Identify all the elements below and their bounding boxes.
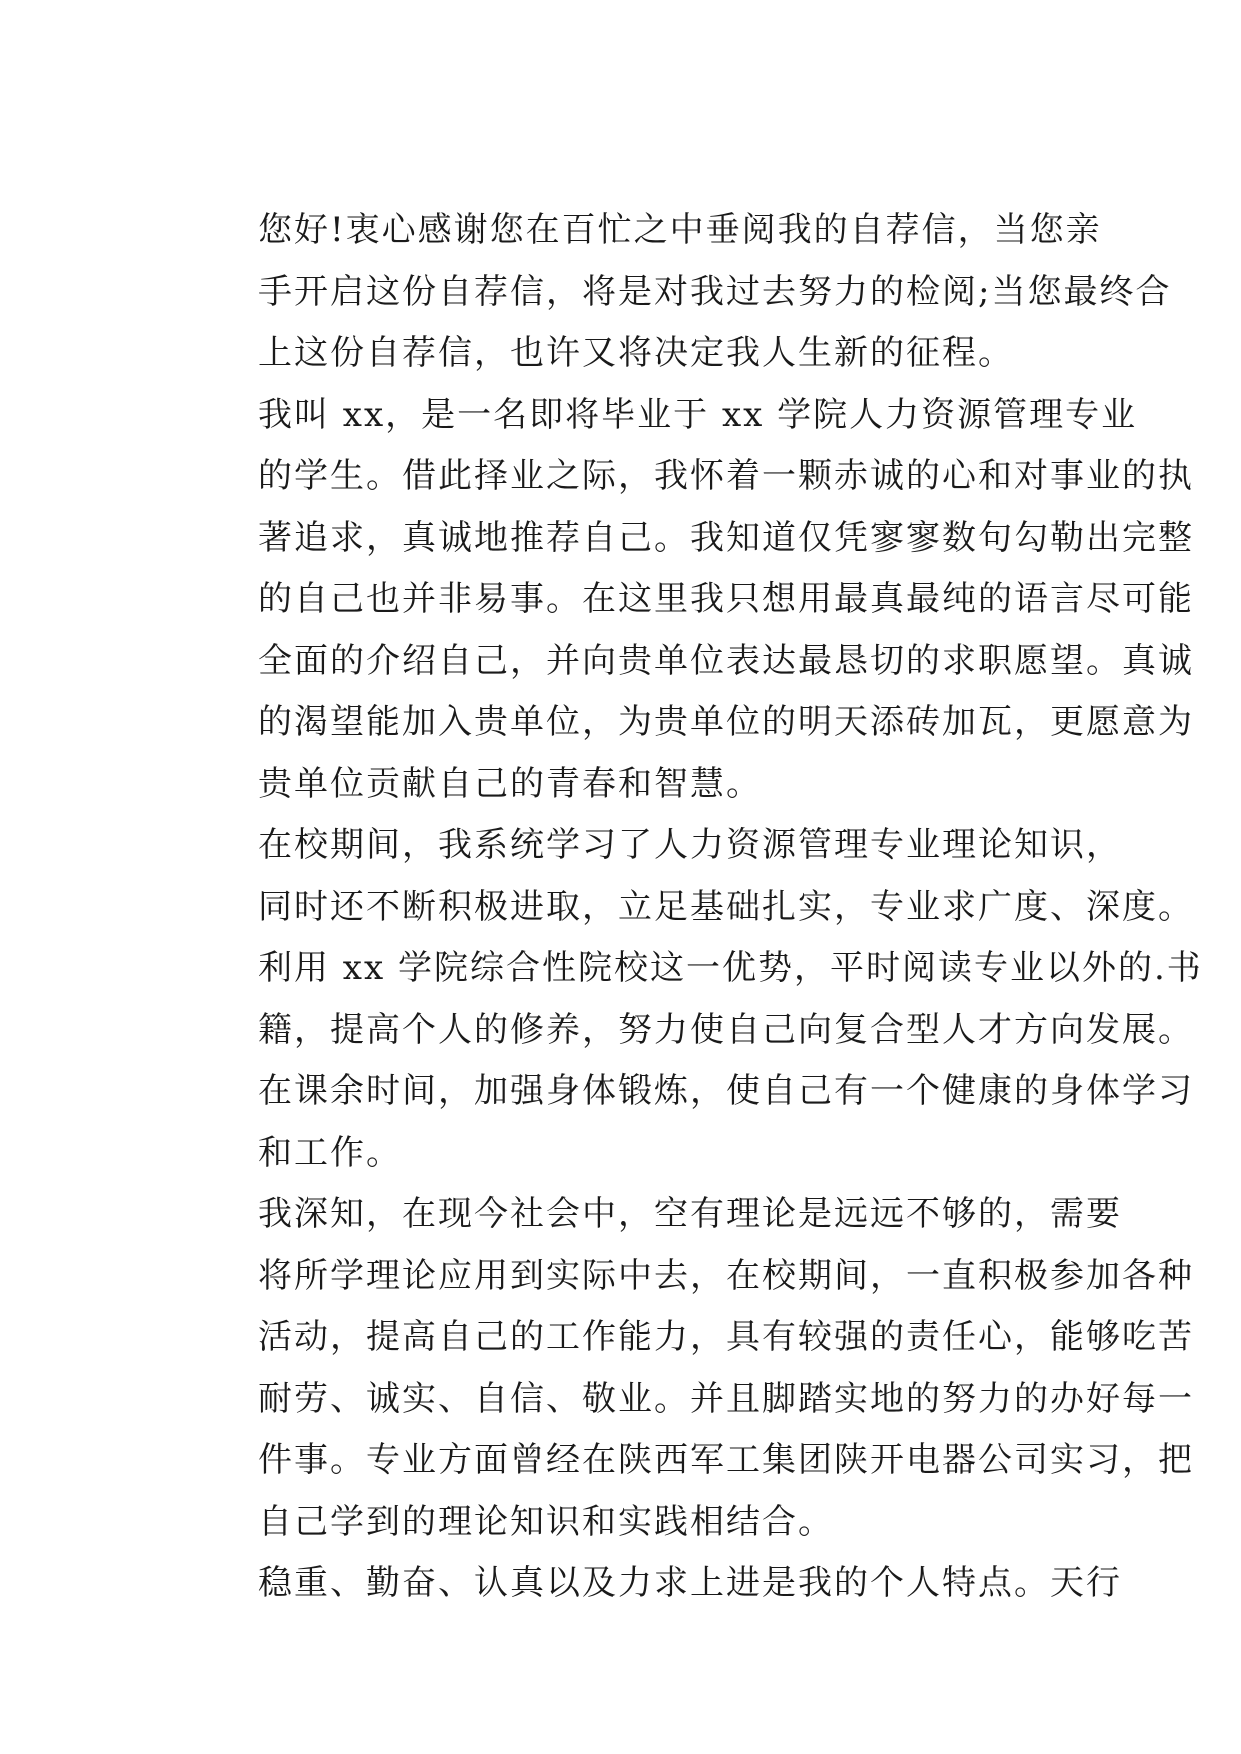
- text-line: 贵单位贡献自己的青春和智慧。: [258, 763, 762, 804]
- text-line: 的学生。借此择业之际，我怀着一颗赤诚的心和对事业的执: [258, 456, 1194, 496]
- paragraph-traits: [190, 1553, 1122, 1615]
- text-line: 同时还不断积极进取，立足基础扎实，专业求广度、深度。: [258, 886, 1194, 927]
- text-line: 全面的介绍自己，并向贵单位表达最恳切的求职愿望。真诚: [258, 640, 1194, 681]
- text-line: 耐劳、诚实、自信、敬业。并且脚踏实地的努力的办好每一: [258, 1378, 1194, 1419]
- text-line: 利用 xx 学院综合性院校这一优势，平时阅读专业以外的.书: [258, 948, 1203, 988]
- text-line: 上这份自荐信，也许又将决定我人生新的征程。: [258, 333, 1014, 373]
- letter-body: [190, 200, 1203, 1615]
- text-line: 和工作。: [258, 1132, 402, 1173]
- paragraph-introduction: [190, 385, 1194, 816]
- text-line: 在校期间，我系统学习了人力资源管理专业理论知识，: [258, 825, 1122, 865]
- text-line: 的渴望能加入贵单位，为贵单位的明天添砖加瓦，更愿意为: [258, 702, 1194, 742]
- paragraph-practice: [190, 1184, 1194, 1553]
- text-line: 籍，提高个人的修养，努力使自己向复合型人才方向发展。: [258, 1009, 1194, 1050]
- paragraph-studies: [190, 815, 1203, 1184]
- text-line: 将所学理论应用到实际中去，在校期间，一直积极参加各种: [258, 1255, 1194, 1296]
- text-line: 的自己也并非易事。在这里我只想用最真最纯的语言尽可能: [258, 579, 1194, 619]
- text-line: 件事。专业方面曾经在陕西军工集团陕开电器公司实习，把: [258, 1440, 1194, 1480]
- text-line: 著追求，真诚地推荐自己。我知道仅凭寥寥数句勾勒出完整: [258, 517, 1194, 558]
- text-line: 稳重、勤奋、认真以及力求上进是我的个人特点。天行: [258, 1563, 1122, 1603]
- text-line: 手开启这份自荐信，将是对我过去努力的检阅;当您最终合: [258, 271, 1172, 312]
- paragraph-greeting: [190, 200, 1172, 385]
- text-line: 我叫 xx，是一名即将毕业于 xx 学院人力资源管理专业: [258, 394, 1138, 435]
- text-line: 在课余时间，加强身体锻炼，使自己有一个健康的身体学习: [258, 1071, 1194, 1111]
- text-line: 我深知，在现今社会中，空有理论是远远不够的，需要: [258, 1194, 1122, 1234]
- text-line: 自己学到的理论知识和实践相结合。: [258, 1501, 834, 1542]
- text-line: 活动，提高自己的工作能力，具有较强的责任心，能够吃苦: [258, 1317, 1194, 1357]
- text-line: 您好!衷心感谢您在百忙之中垂阅我的自荐信，当您亲: [258, 210, 1102, 250]
